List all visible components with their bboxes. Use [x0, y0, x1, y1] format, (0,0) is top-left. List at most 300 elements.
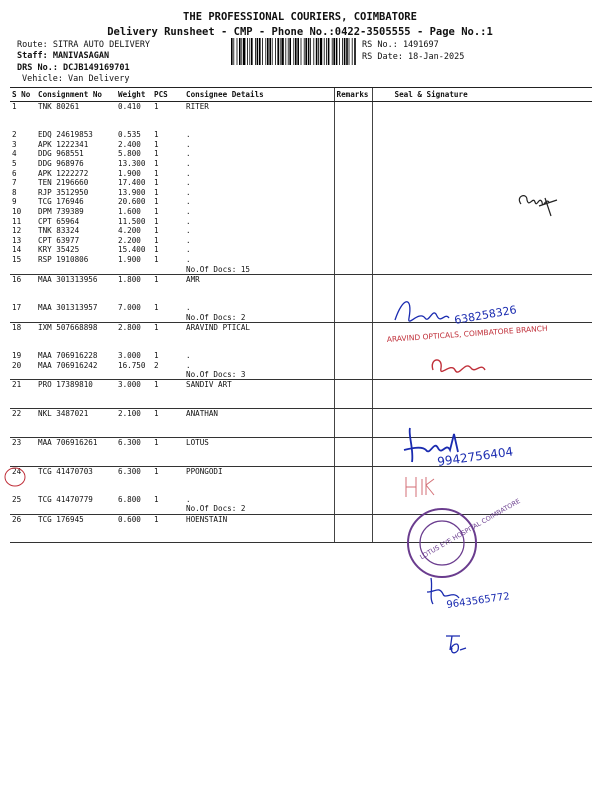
cell-wt: 0.410 — [118, 102, 141, 111]
cell-sno: 12 — [12, 226, 22, 236]
cell-sno: 10 — [12, 207, 22, 217]
cell-remarks — [334, 274, 372, 284]
cell-remarks — [334, 303, 372, 313]
cell-sno — [10, 389, 36, 399]
cell-sno: 16 — [12, 274, 22, 284]
table-row — [10, 149, 592, 159]
cell-cons — [36, 341, 116, 351]
cell-wt — [116, 284, 152, 294]
docs-count: No.Of Docs: 3 — [184, 370, 334, 380]
cell-remarks — [334, 188, 372, 198]
cell-cons — [36, 389, 116, 399]
cell-sno: 23 — [12, 437, 22, 447]
col-sno: S No — [10, 88, 36, 102]
cell-cons — [36, 447, 116, 457]
drs-label: DRS No.: DCJB149169701 — [17, 63, 130, 73]
docs-count: No.Of Docs: 2 — [184, 313, 334, 323]
cell-det — [184, 389, 334, 399]
cell-wt — [116, 524, 152, 534]
cell-det: PPONGODI — [186, 466, 223, 476]
cell-cons — [36, 111, 116, 121]
cell-remarks — [334, 533, 372, 543]
cell-cons: DDG 968976 — [38, 159, 84, 169]
cell-det: . — [186, 216, 191, 226]
cell-pcs: 1 — [154, 149, 159, 159]
table-row — [10, 399, 592, 409]
cell-wt: 2.800 — [118, 322, 141, 332]
cell-pcs — [152, 428, 184, 438]
cell-remarks — [334, 322, 372, 332]
cell-wt — [116, 418, 152, 428]
cell-det — [184, 293, 334, 303]
cell-signature — [372, 169, 592, 179]
cell-pcs — [152, 293, 184, 303]
signature-phone-text: 638258326 — [453, 303, 518, 327]
cell-det: HOENSTAIN — [186, 514, 228, 524]
cell-det: . — [186, 197, 191, 207]
cell-remarks — [334, 332, 372, 342]
cell-pcs: 1 — [154, 494, 159, 504]
table-row — [10, 226, 592, 236]
cell-pcs: 1 — [154, 207, 159, 217]
cell-cons — [36, 428, 116, 438]
col-remarks: Remarks — [334, 88, 372, 102]
cell-det: . — [186, 245, 191, 255]
signature-pongodi — [425, 568, 575, 613]
cell-wt: 0.535 — [118, 130, 141, 140]
cell-sno — [10, 341, 36, 351]
cell-det: . — [186, 302, 191, 312]
table-row — [10, 533, 592, 543]
cell-signature — [372, 245, 592, 255]
route-label: Route: SITRA AUTO DELIVERY — [17, 40, 151, 50]
company-title: THE PROFESSIONAL COURIERS, COIMBATORE — [183, 11, 417, 23]
cell-wt: 4.200 — [118, 226, 141, 236]
cell-remarks — [334, 447, 372, 457]
table-row — [10, 102, 592, 112]
cell-det — [184, 428, 334, 438]
table-row — [10, 236, 592, 246]
cell-cons: IXM 507668898 — [38, 322, 98, 332]
cell-signature — [372, 409, 592, 419]
cell-wt: 1.900 — [118, 168, 141, 178]
cell-wt: 1.600 — [118, 207, 141, 217]
cell-remarks — [334, 236, 372, 246]
cell-cons: TCG 176946 — [38, 197, 84, 207]
cell-wt — [116, 293, 152, 303]
table-row — [10, 130, 592, 140]
cell-det — [184, 111, 334, 121]
cell-det: LOTUS — [186, 437, 209, 447]
cell-sno: 15 — [12, 255, 22, 264]
table-row — [10, 274, 592, 284]
cell-cons: MAA 301313957 — [38, 302, 98, 312]
cell-sno: 11 — [12, 216, 22, 226]
cell-remarks — [334, 341, 372, 351]
cell-remarks — [334, 207, 372, 217]
cell-cons: RJP 3512950 — [38, 187, 89, 197]
cell-pcs: 1 — [154, 130, 159, 140]
cell-cons: TCG 41470703 — [38, 466, 93, 476]
cell-wt: 2.100 — [118, 409, 141, 418]
docs-count-row — [10, 265, 592, 275]
cell-signature — [372, 236, 592, 246]
stamp-lotus-text: LOTUS EYE HOSPITAL COIMBATORE — [418, 496, 522, 562]
cell-pcs: 1 — [154, 168, 159, 178]
docs-count: No.Of Docs: 2 — [184, 504, 334, 514]
cell-sno — [10, 111, 36, 121]
runsheet-subtitle: Delivery Runsheet - CMP - Phone No.:0422-3505555 - Page No.:1 — [107, 26, 493, 38]
signature-pongodi-phone: 9643565772 — [445, 591, 511, 611]
cell-cons: DDG 968551 — [38, 149, 84, 159]
cell-remarks — [334, 495, 372, 505]
cell-sno: 6 — [12, 168, 17, 178]
cell-sno: 4 — [12, 149, 17, 159]
table-row — [10, 207, 592, 217]
cell-pcs: 1 — [154, 350, 159, 360]
cell-remarks — [334, 217, 372, 227]
cell-wt: 0.600 — [118, 514, 141, 524]
cell-det: . — [186, 360, 191, 370]
rs-no-label: RS No.: 1491697 — [362, 40, 439, 50]
cell-sno: 14 — [12, 245, 22, 255]
cell-pcs: 1 — [154, 245, 159, 255]
cell-cons — [36, 399, 116, 409]
cell-wt: 11.500 — [118, 216, 146, 226]
table-row — [10, 217, 592, 227]
cell-sno — [10, 418, 36, 428]
cell-cons: PRO 17389810 — [38, 380, 93, 390]
cell-pcs: 1 — [154, 255, 159, 264]
cell-sno: 9 — [12, 197, 17, 207]
cell-cons: MAA 706916242 — [38, 360, 98, 370]
cell-cons: MAA 706916261 — [38, 437, 98, 447]
barcode — [231, 38, 355, 65]
cell-det — [184, 524, 334, 534]
cell-sno: 5 — [12, 159, 17, 169]
cell-det: . — [186, 494, 191, 504]
cell-cons: APK 1222272 — [38, 168, 89, 178]
cell-remarks — [334, 245, 372, 255]
cell-remarks — [334, 466, 372, 476]
cell-det: . — [186, 226, 191, 236]
cell-det: . — [186, 235, 191, 245]
cell-cons: TNK 83324 — [38, 226, 80, 236]
col-seal-signature: Seal & Signature — [372, 88, 592, 102]
cell-sno — [10, 332, 36, 342]
cell-signature — [372, 111, 592, 121]
staff-label: Staff: MANIVASAGAN — [17, 51, 110, 61]
cell-det — [184, 332, 334, 342]
cell-pcs — [152, 533, 184, 543]
cell-signature — [372, 226, 592, 236]
cell-wt — [116, 389, 152, 399]
table-row — [10, 409, 592, 419]
cell-pcs — [152, 524, 184, 534]
cell-cons: TEN 2196660 — [38, 178, 89, 188]
cell-det — [184, 341, 334, 351]
cell-sno — [10, 428, 36, 438]
circle-mark — [3, 466, 27, 488]
col-consignment: Consignment No — [36, 88, 116, 102]
stamp-aravind-text: ARAVIND OPTICALS, COIMBATORE BRANCH — [386, 323, 548, 344]
cell-det: . — [186, 207, 191, 217]
cell-remarks — [334, 130, 372, 140]
cell-remarks — [334, 428, 372, 438]
cell-sno: 8 — [12, 187, 17, 197]
cell-wt — [116, 399, 152, 409]
table-row — [10, 178, 592, 188]
cell-wt: 16.750 — [118, 360, 146, 370]
cell-pcs: 1 — [154, 139, 159, 149]
cell-signature — [372, 121, 592, 131]
cell-remarks — [334, 197, 372, 207]
cell-sno: 17 — [12, 302, 22, 312]
cell-pcs: 1 — [154, 274, 159, 284]
cell-remarks — [334, 409, 372, 419]
cell-wt: 6.300 — [118, 466, 141, 476]
cell-sno — [10, 121, 36, 131]
table-header-row — [10, 88, 592, 102]
cell-pcs — [152, 476, 184, 486]
cell-cons: KRY 35425 — [38, 245, 80, 255]
cell-remarks — [334, 121, 372, 131]
cell-cons: CPT 65964 — [38, 216, 80, 226]
cell-sno — [10, 533, 36, 543]
table-row — [10, 121, 592, 131]
rs-date-label: RS Date: 18-Jan-2025 — [362, 52, 465, 62]
cell-remarks — [334, 418, 372, 428]
cell-signature — [372, 178, 592, 188]
cell-wt: 5.800 — [118, 149, 141, 159]
cell-det: AMR — [186, 274, 200, 284]
vehicle-label: Vehicle: Van Delivery — [22, 74, 130, 84]
cell-signature — [372, 255, 592, 265]
cell-remarks — [334, 524, 372, 534]
cell-wt: 13.300 — [118, 159, 146, 169]
signature-1 — [515, 188, 560, 216]
table-row — [10, 495, 592, 505]
docs-count: No.Of Docs: 15 — [184, 265, 334, 275]
cell-sno: 7 — [12, 178, 17, 188]
cell-wt — [116, 341, 152, 351]
cell-wt: 7.000 — [118, 302, 141, 312]
cell-wt: 1.900 — [118, 255, 141, 264]
cell-remarks — [334, 102, 372, 112]
cell-det — [184, 476, 334, 486]
cell-pcs: 1 — [154, 216, 159, 226]
cell-pcs: 1 — [154, 226, 159, 236]
cell-pcs: 1 — [154, 197, 159, 207]
cell-pcs: 1 — [154, 437, 159, 447]
cell-sno — [10, 284, 36, 294]
cell-det: . — [186, 168, 191, 178]
cell-wt: 17.400 — [118, 178, 146, 188]
cell-sno — [10, 524, 36, 534]
cell-pcs — [152, 418, 184, 428]
cell-remarks — [334, 140, 372, 150]
cell-pcs — [152, 456, 184, 466]
signature-hoenstain — [440, 628, 470, 658]
cell-wt: 1.800 — [118, 274, 141, 284]
cell-remarks — [334, 361, 372, 371]
cell-wt: 20.600 — [118, 197, 146, 207]
cell-sno — [10, 447, 36, 457]
cell-pcs — [152, 332, 184, 342]
cell-remarks — [334, 514, 372, 524]
cell-remarks — [334, 399, 372, 409]
cell-cons — [36, 476, 116, 486]
cell-sno: 25 — [12, 494, 22, 504]
cell-pcs — [152, 341, 184, 351]
cell-cons — [36, 456, 116, 466]
cell-wt: 6.800 — [118, 494, 141, 504]
cell-remarks — [334, 178, 372, 188]
cell-pcs: 1 — [154, 235, 159, 245]
cell-sno: 3 — [12, 139, 17, 149]
signature-sandiv-phone: 9942756404 — [436, 444, 515, 469]
cell-cons — [36, 524, 116, 534]
cell-cons: TCG 176945 — [38, 514, 84, 524]
cell-remarks — [334, 389, 372, 399]
cell-pcs: 1 — [154, 322, 159, 332]
cell-cons — [36, 533, 116, 543]
cell-det: ANATHAN — [186, 409, 219, 418]
cell-sno — [10, 293, 36, 303]
cell-sno: 21 — [12, 380, 22, 390]
cell-sno: 20 — [12, 360, 22, 370]
cell-signature — [372, 140, 592, 150]
cell-det: . — [186, 350, 191, 360]
cell-wt: 2.400 — [118, 139, 141, 149]
cell-wt — [116, 121, 152, 131]
cell-wt — [116, 111, 152, 121]
cell-det: ARAVIND PTICAL — [186, 322, 251, 332]
table-row — [10, 524, 592, 534]
table-row — [10, 140, 592, 150]
cell-cons — [36, 121, 116, 131]
table-row — [10, 476, 592, 486]
cell-cons: NKL 3487021 — [38, 409, 89, 418]
cell-pcs: 1 — [154, 380, 159, 390]
cell-cons: DPM 739389 — [38, 207, 84, 217]
table-row — [10, 169, 592, 179]
col-pcs: PCS — [152, 88, 184, 102]
signature-aravind — [385, 288, 565, 388]
cell-wt: 6.300 — [118, 437, 141, 447]
cell-remarks — [334, 437, 372, 447]
cell-cons: TCG 41470779 — [38, 494, 93, 504]
cell-det — [184, 447, 334, 457]
cell-wt — [116, 332, 152, 342]
cell-wt: 13.900 — [118, 187, 146, 197]
cell-remarks — [334, 111, 372, 121]
cell-sno: 22 — [12, 409, 22, 418]
cell-det: . — [186, 178, 191, 188]
cell-remarks — [334, 485, 372, 495]
cell-cons — [36, 332, 116, 342]
cell-det: . — [186, 130, 191, 140]
cell-det: . — [186, 159, 191, 169]
cell-wt: 2.200 — [118, 235, 141, 245]
cell-pcs: 1 — [154, 102, 159, 111]
cell-cons — [36, 284, 116, 294]
cell-pcs: 1 — [154, 187, 159, 197]
table-row — [10, 111, 592, 121]
cell-det — [184, 485, 334, 495]
table-row — [10, 197, 592, 207]
table-row — [10, 159, 592, 169]
signature-sandiv — [400, 420, 580, 475]
cell-pcs: 1 — [154, 514, 159, 524]
cell-wt — [116, 485, 152, 495]
cell-signature — [372, 130, 592, 140]
cell-sno — [10, 399, 36, 409]
cell-signature — [372, 274, 592, 284]
table-row — [10, 245, 592, 255]
cell-wt: 15.400 — [118, 245, 146, 255]
cell-det — [184, 533, 334, 543]
table-row — [10, 389, 592, 399]
cell-det: . — [186, 255, 191, 264]
cell-signature — [372, 217, 592, 227]
cell-pcs: 1 — [154, 178, 159, 188]
cell-det — [184, 456, 334, 466]
cell-pcs: 1 — [154, 466, 159, 476]
cell-sno: 24 — [12, 466, 22, 476]
cell-signature — [372, 149, 592, 159]
cell-remarks — [334, 255, 372, 265]
cell-wt: 3.000 — [118, 350, 141, 360]
cell-det: RITER — [186, 102, 209, 111]
cell-pcs: 1 — [154, 409, 159, 418]
cell-remarks — [334, 380, 372, 390]
cell-wt: 3.000 — [118, 380, 141, 390]
table-row — [10, 188, 592, 198]
cell-remarks — [334, 293, 372, 303]
cell-sno: 1 — [12, 102, 17, 111]
cell-pcs: 2 — [154, 360, 159, 370]
cell-cons: APK 1222341 — [38, 139, 89, 149]
col-weight: Weight — [116, 88, 152, 102]
cell-cons — [36, 293, 116, 303]
cell-pcs: 1 — [154, 302, 159, 312]
cell-signature — [372, 399, 592, 409]
cell-pcs — [152, 399, 184, 409]
cell-det — [184, 418, 334, 428]
cell-det: . — [186, 187, 191, 197]
cell-sno: 13 — [12, 235, 22, 245]
cell-sno: 2 — [12, 130, 17, 140]
cell-cons — [36, 485, 116, 495]
signature-anathan — [400, 473, 440, 503]
cell-cons: MAA 301313956 — [38, 274, 98, 284]
cell-wt — [116, 533, 152, 543]
cell-remarks — [334, 476, 372, 486]
cell-remarks — [334, 456, 372, 466]
cell-signature — [372, 102, 592, 112]
cell-cons — [36, 418, 116, 428]
cell-pcs — [152, 389, 184, 399]
cell-det — [184, 399, 334, 409]
cell-cons: CPT 63977 — [38, 235, 80, 245]
table-row — [10, 255, 592, 265]
cell-cons: RSP 1910806 — [38, 255, 89, 264]
cell-remarks — [334, 226, 372, 236]
cell-wt — [116, 428, 152, 438]
cell-wt — [116, 456, 152, 466]
cell-wt — [116, 476, 152, 486]
